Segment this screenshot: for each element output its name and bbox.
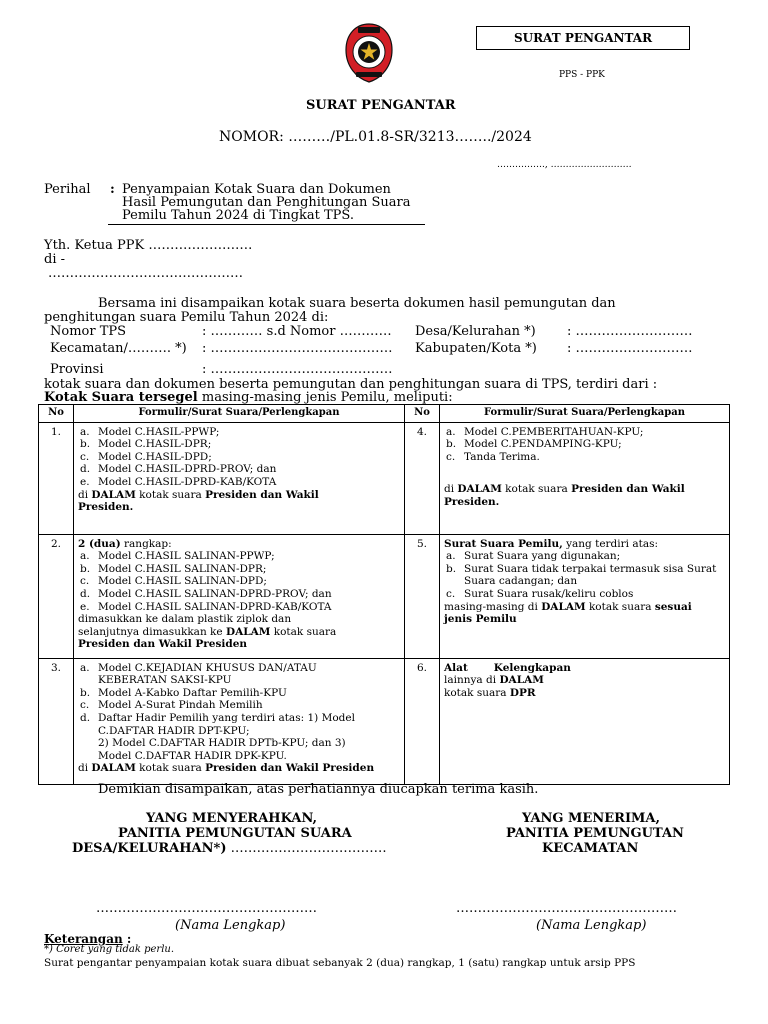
sign-right-dots: …………………………………………… <box>456 901 677 916</box>
list-item: c. Surat Suara rusak/keliru coblos <box>446 587 634 600</box>
provinsi-value: : …………………………………… <box>202 362 393 377</box>
table-header-item-right: Formulir/Surat Suara/Perlengkapan <box>440 405 730 423</box>
intro-line-1: Bersama ini disampaikan kotak suara beserta dokumen hasil pemungutan dan <box>98 296 616 311</box>
notes-line-1: *) Coret yang tidak perlu. <box>44 944 175 955</box>
list-item: a. Model C.HASIL-PPWP; <box>80 425 220 438</box>
items-table <box>38 404 730 785</box>
perihal-colon: : <box>110 182 115 197</box>
list-item: a. Surat Suara yang digunakan; <box>446 550 621 563</box>
kotak-rest: masing-masing jenis Pemilu, meliputi: <box>197 390 453 405</box>
list-item: KEBERATAN SAKSI-KPU <box>98 674 232 687</box>
list-item: e. Model C.HASIL SALINAN-DPRD-KAB/KOTA <box>80 600 332 613</box>
desa-label: Desa/Kelurahan *) <box>415 324 536 339</box>
list-item: b. Model A-Kabko Daftar Pemilih-KPU <box>80 686 287 699</box>
sign-left-line-1: YANG MENYERAHKAN, <box>146 811 318 826</box>
sign-left-line-2: PANITIA PEMUNGUTAN SUARA <box>118 826 352 841</box>
document-number: NOMOR: ………/PL.01.8-SR/3213……../2024 <box>219 129 532 145</box>
item-list <box>78 426 400 489</box>
list-item: a. Model C.KEJADIAN KHUSUS DAN/ATAU <box>80 661 317 674</box>
table-header-no-right: No <box>405 405 440 423</box>
row-no: 5. <box>405 534 440 658</box>
row-head: 2 (dua) rangkap: <box>78 537 172 550</box>
row-cell <box>440 658 730 784</box>
pps-ppk-label: PPS - PPK <box>559 70 605 80</box>
list-item: 2) Model C.DAFTAR HADIR DPTb-KPU; dan 3) <box>98 737 346 750</box>
row-tail-2: Presiden. <box>444 495 500 508</box>
sign-right-line-1: YANG MENERIMA, <box>522 811 661 826</box>
row-tail: masing-masing di DALAM kotak suara sesuai <box>444 600 692 613</box>
list-item: d. Model C.HASIL-DPRD-PROV; dan <box>80 463 277 476</box>
row-no: 4. <box>405 422 440 534</box>
recipient-line-1: Yth. Ketua PPK …………………… <box>44 238 253 253</box>
row-line-3: kotak suara DPR <box>444 686 536 699</box>
kecamatan-label: Kecamatan/………. *) <box>50 341 187 356</box>
table-row <box>39 658 730 784</box>
list-item: d. Daftar Hadir Pemilih yang terdiri atas: 1) Model <box>80 711 355 724</box>
list-item: a. Model C.PEMBERITAHUAN-KPU; <box>446 425 644 438</box>
list-item: c. Model C.HASIL-DPD; <box>80 450 212 463</box>
sign-right-line-2: PANITIA PEMUNGUTAN <box>506 826 684 841</box>
row-no: 2. <box>39 534 74 658</box>
item-list <box>444 426 725 464</box>
list-item: b. Model C.PENDAMPING-KPU; <box>446 438 622 451</box>
document-title: SURAT PENGANTAR <box>306 98 456 113</box>
list-item: b. Model C.HASIL-DPR; <box>80 438 212 451</box>
list-item: c. Tanda Terima. <box>446 450 540 463</box>
list-item: a. Model C.HASIL SALINAN-PPWP; <box>80 550 275 563</box>
kpu-logo <box>344 22 394 84</box>
row-tail: di DALAM kotak suara Presiden dan Wakil <box>78 488 319 501</box>
recipient-line-3: ……………………………………… <box>48 266 243 281</box>
item-list <box>78 662 400 763</box>
nomor-tps-value: : ………… s.d Nomor ………… <box>202 324 392 339</box>
row-no: 1. <box>39 422 74 534</box>
table-row <box>39 422 730 534</box>
table-header-row <box>39 405 730 423</box>
row-tail-2: jenis Pemilu <box>444 613 517 626</box>
sign-left-line-3: DESA/KELURAHAN*) ……………………………… <box>72 841 387 856</box>
intro-line-2: penghitungan suara Pemilu Tahun 2024 di: <box>44 310 329 325</box>
sign-left-dots: …………………………………………… <box>96 901 317 916</box>
table-row <box>39 534 730 658</box>
sign-right-line-3: KECAMATAN <box>542 841 639 856</box>
table-header-item-left: Formulir/Surat Suara/Perlengkapan <box>74 405 405 423</box>
recipient-line-2: di - <box>44 252 66 267</box>
kecamatan-value: : …………………………………… <box>202 341 393 356</box>
nomor-tps-label: Nomor TPS <box>50 324 127 339</box>
list-item: c. Model C.HASIL SALINAN-DPD; <box>80 575 267 588</box>
desa-value: : ……………………… <box>567 324 693 339</box>
row-cell <box>74 658 405 784</box>
perihal-line-2: Hasil Pemungutan dan Penghitungan Suara <box>122 195 411 210</box>
perihal-line-1: Penyampaian Kotak Suara dan Dokumen <box>122 182 391 197</box>
notes-line-2: Surat pengantar penyampaian kotak suara dibuat sebanyak 2 (dua) rangkap, 1 (satu) rangkap untuk arsip PPS <box>44 957 636 969</box>
header-title-box: SURAT PENGANTAR <box>476 26 690 50</box>
list-item: c. Model A-Surat Pindah Memilih <box>80 699 263 712</box>
row-cell <box>74 422 405 534</box>
kotak-bold: Kotak Suara tersegel <box>44 390 198 405</box>
list-item: C.DAFTAR HADIR DPT-KPU; <box>98 724 250 737</box>
row-tail: di DALAM kotak suara Presiden dan Wakil Presiden <box>78 762 375 775</box>
row-cell <box>440 422 730 534</box>
row-no: 3. <box>39 658 74 784</box>
row-tail-2: selanjutnya dimasukkan ke DALAM kotak suara <box>78 625 337 638</box>
perihal-label: Perihal <box>44 182 91 197</box>
kotak-line <box>44 390 453 405</box>
table-header-no-left: No <box>39 405 74 423</box>
date-line: ……………., ……………………… <box>497 160 632 170</box>
row-cell <box>440 534 730 658</box>
list-item: d. Model C.HASIL SALINAN-DPRD-PROV; dan <box>80 587 332 600</box>
row-tail-2: Presiden. <box>78 501 134 514</box>
provinsi-label: Provinsi <box>50 362 104 377</box>
list-item: b. Surat Suara tidak terpakai termasuk sisa Surat <box>446 562 717 575</box>
list-item: e. Model C.HASIL-DPRD-KAB/KOTA <box>80 475 277 488</box>
sign-left-name: (Nama Lengkap) <box>175 918 286 933</box>
perihal-underline <box>108 224 425 225</box>
item-list <box>444 550 725 600</box>
list-item: Model C.DAFTAR HADIR DPK-KPU. <box>98 749 287 762</box>
row-head: Surat Suara Pemilu, yang terdiri atas: <box>444 537 659 550</box>
list-item: b. Model C.HASIL SALINAN-DPR; <box>80 562 267 575</box>
notes-label: Keterangan : <box>44 932 132 946</box>
item-list <box>78 550 400 613</box>
row-tail-3: Presiden dan Wakil Presiden <box>78 638 248 651</box>
row-cell <box>74 534 405 658</box>
content-line: kotak suara dan dokumen beserta pemungutan dan penghitungan suara di TPS, terdiri dari : <box>44 377 658 392</box>
closing-text: Demikian disampaikan, atas perhatiannya diucapkan terima kasih. <box>98 782 539 797</box>
row-line-1: Alat Kelengkapan <box>444 661 571 674</box>
row-tail: dimasukkan ke dalam plastik ziplok dan <box>78 613 292 626</box>
row-line-2: lainnya di DALAM <box>444 674 544 687</box>
row-no: 6. <box>405 658 440 784</box>
sign-right-name: (Nama Lengkap) <box>536 918 647 933</box>
row-tail: di DALAM kotak suara Presiden dan Wakil <box>444 483 685 496</box>
kabupaten-value: : ……………………… <box>567 341 693 356</box>
list-item: Suara cadangan; dan <box>464 575 578 588</box>
kabupaten-label: Kabupaten/Kota *) <box>415 341 537 356</box>
perihal-line-3: Pemilu Tahun 2024 di Tingkat TPS. <box>122 208 354 223</box>
